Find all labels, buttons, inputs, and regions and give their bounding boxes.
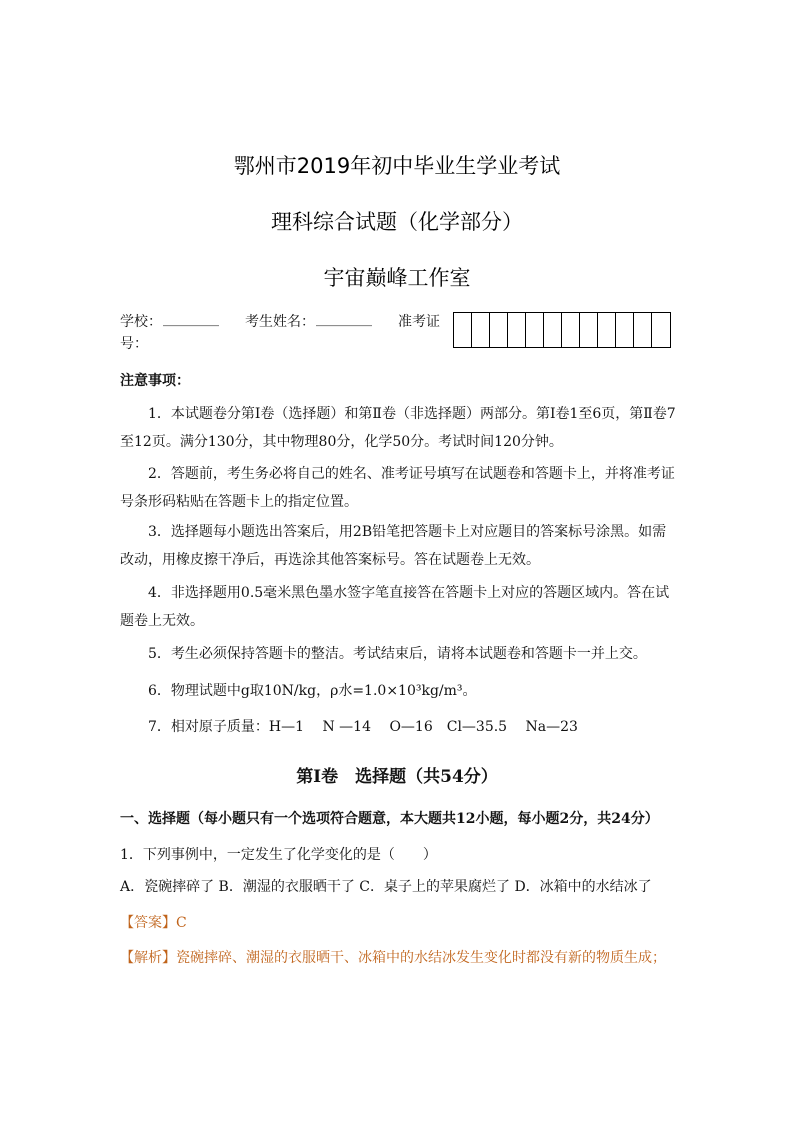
exam-id-box[interactable] bbox=[544, 313, 562, 347]
exam-id-box[interactable] bbox=[652, 313, 670, 347]
question-1-options: A．瓷碗摔碎了 B．潮湿的衣服晒干了 C．桌子上的苹果腐烂了 D．冰箱中的水结冰了 bbox=[120, 879, 652, 895]
section-title: 第Ⅰ卷 选择题（共54分） bbox=[296, 767, 498, 787]
notes-heading: 注意事项： bbox=[120, 373, 190, 389]
note-item-2: 2．答题前，考生务必将自己的姓名、准考证号填写在试题卷和答题卡上，并将准考证号条形码粘贴在答题卡上的指定位置。 bbox=[120, 466, 675, 510]
exam-id-label: 准考证 bbox=[398, 314, 440, 330]
exam-id-box[interactable] bbox=[454, 313, 472, 347]
exam-id-box[interactable] bbox=[526, 313, 544, 347]
exam-id-box[interactable] bbox=[472, 313, 490, 347]
exam-subtitle: 理科综合试题（化学部分） bbox=[271, 210, 523, 234]
question-1-analysis: 【解析】瓷碗摔碎、潮湿的衣服晒干、冰箱中的水结冰发生变化时都没有新的物质生成； bbox=[120, 950, 666, 966]
exam-id-label-cont: 号： bbox=[120, 336, 148, 352]
question-group-heading: 一、选择题（每小题只有一个选项符合题意，本大题共12小题，每小题2分，共24分） bbox=[120, 811, 659, 827]
question-1-stem: 1．下列事例中，一定发生了化学变化的是（ ） bbox=[120, 847, 437, 863]
school-label: 学校： bbox=[120, 314, 162, 330]
note-item-4: 4．非选择题用0.5毫米黑色墨水签字笔直接答在答题卡上对应的答题区域内。答在试题卷上无效。 bbox=[120, 585, 670, 629]
name-blank[interactable]: ________ bbox=[316, 311, 372, 327]
exam-id-box[interactable] bbox=[562, 313, 580, 347]
exam-id-box[interactable] bbox=[616, 313, 634, 347]
note-item-5: 5．考生必须保持答题卡的整洁。考试结束后，请将本试题卷和答题卡一并上交。 bbox=[148, 646, 647, 662]
note-item-7: 7．相对原子质量：H—1 N —14 O—16 Cl—35.5 Na—23 bbox=[148, 719, 578, 735]
note-item-6: 6．物理试题中g取10N/kg，ρ水=1.0×10³kg/m³。 bbox=[148, 683, 477, 699]
exam-id-box[interactable] bbox=[634, 313, 652, 347]
exam-id-box[interactable] bbox=[598, 313, 616, 347]
name-label: 考生姓名： bbox=[245, 314, 315, 330]
studio-name: 宇宙巅峰工作室 bbox=[323, 266, 471, 290]
exam-id-boxes[interactable] bbox=[453, 312, 671, 348]
exam-title: 鄂州市2019年初中毕业生学业考试 bbox=[233, 154, 561, 178]
note-item-3: 3．选择题每小题选出答案后，用2B铅笔把答题卡上对应题目的答案标号涂黑。如需改动，用橡皮擦干净后，再选涂其他答案标号。答在试题卷上无效。 bbox=[120, 524, 667, 568]
question-1-answer: 【答案】C bbox=[120, 915, 187, 931]
school-blank[interactable]: ________ bbox=[163, 311, 219, 327]
exam-id-box[interactable] bbox=[508, 313, 526, 347]
exam-id-box[interactable] bbox=[580, 313, 598, 347]
note-item-1: 1．本试题卷分第Ⅰ卷（选择题）和第Ⅱ卷（非选择题）两部分。第Ⅰ卷1至6页，第Ⅱ卷7至12页。满分130分，其中物理80分，化学50分。考试时间120分钟。 bbox=[120, 406, 676, 450]
exam-id-box[interactable] bbox=[490, 313, 508, 347]
